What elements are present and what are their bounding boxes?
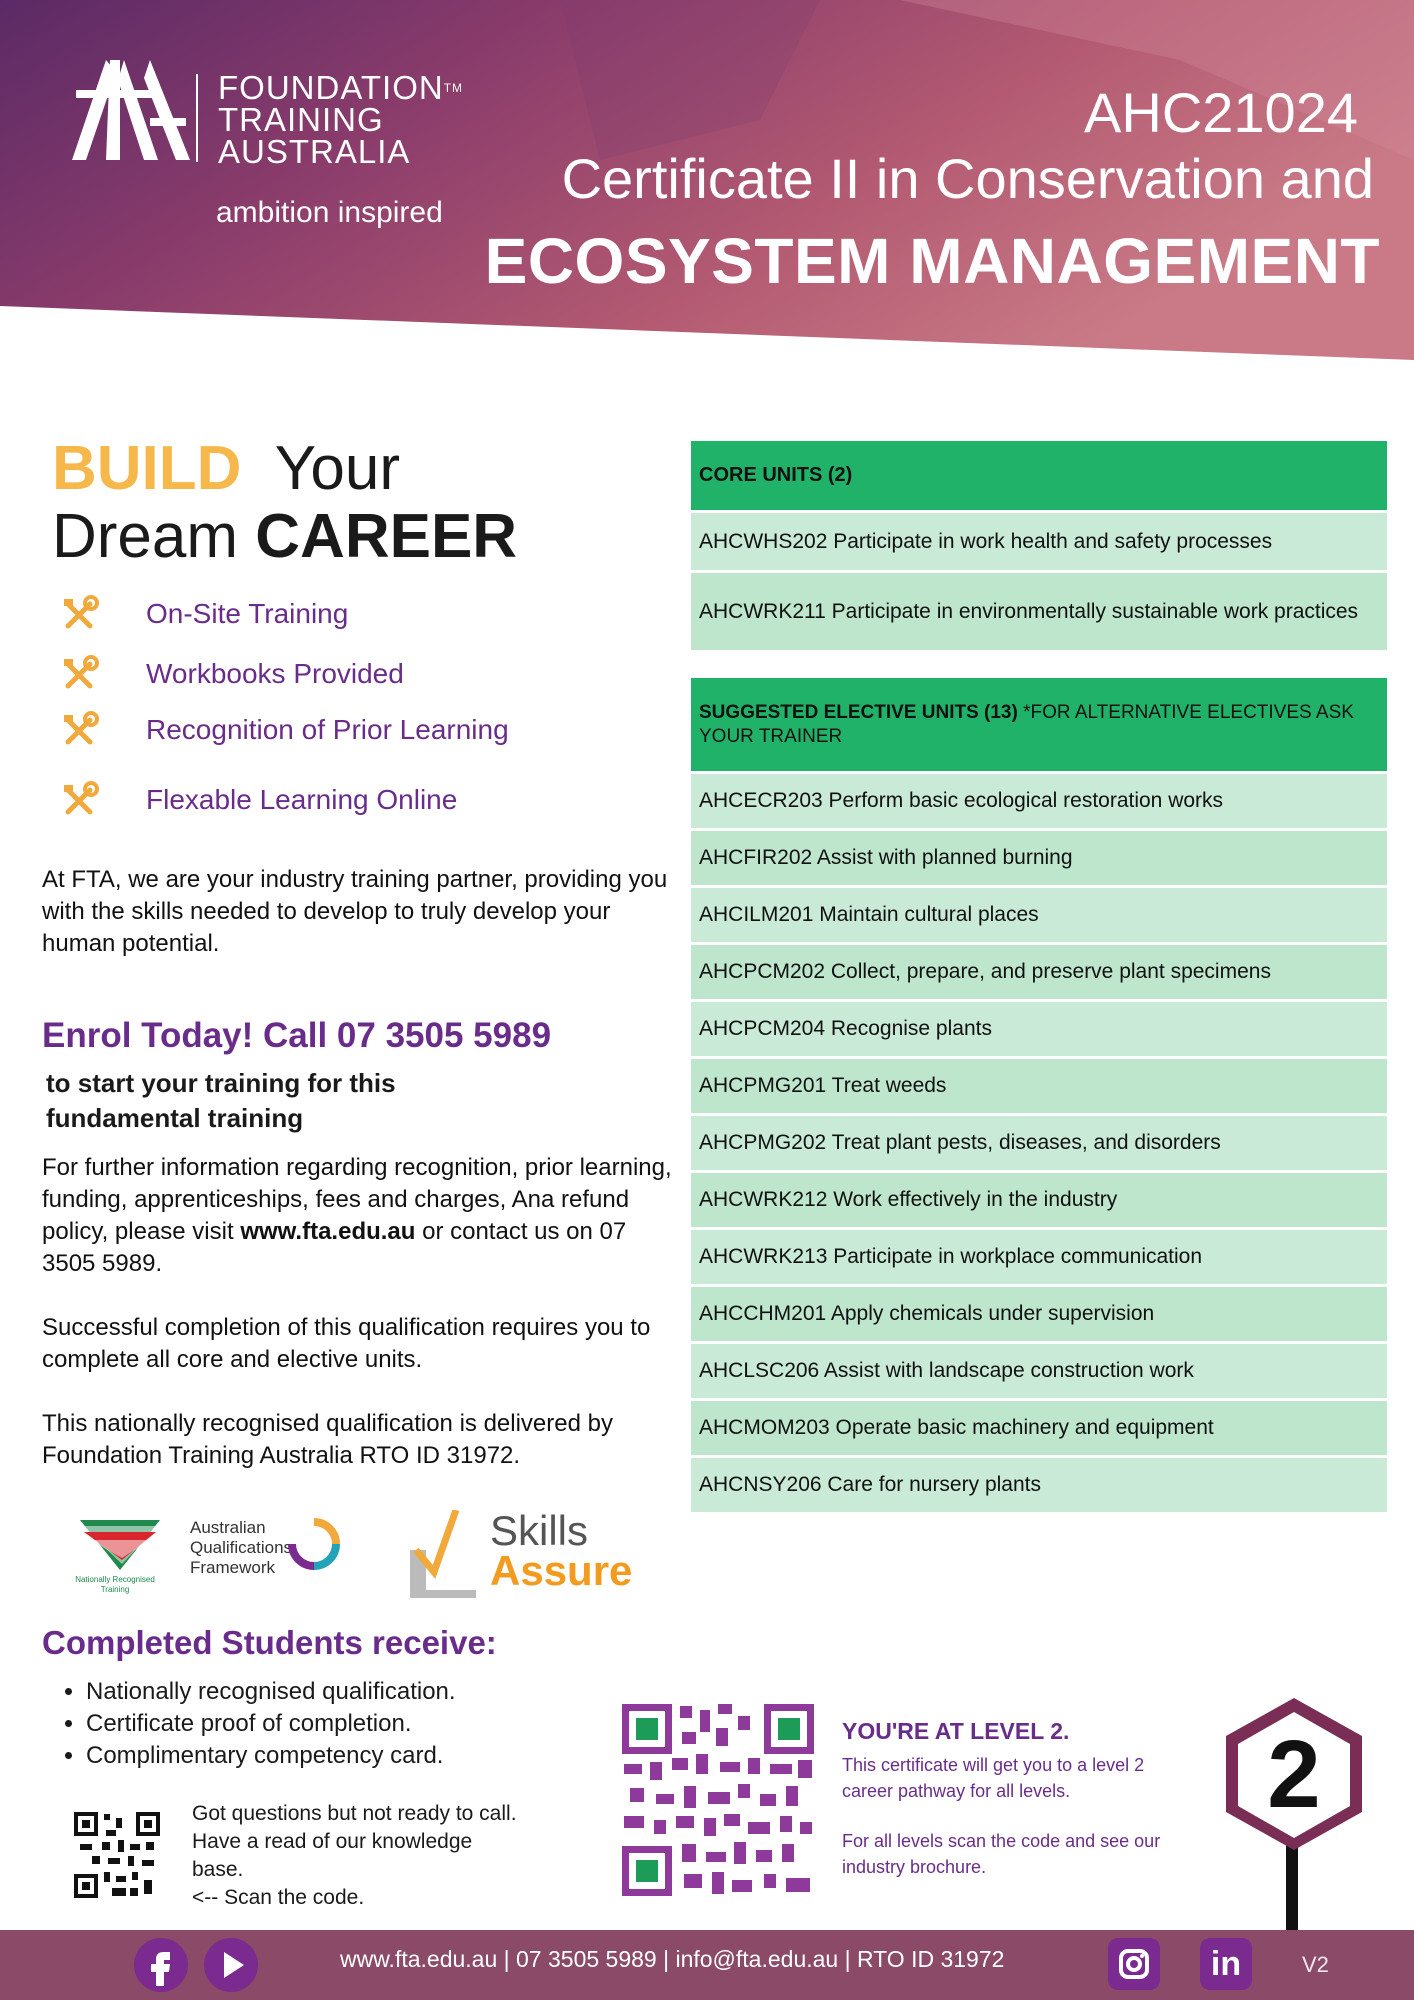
facebook-icon (134, 1938, 188, 1992)
accreditation-logos (60, 1500, 660, 1610)
table-row: AHCLSC206 Assist with landscape construction work (691, 1344, 1387, 1401)
aqf-line: Australian (190, 1518, 266, 1537)
questions-line: Got questions but not ready to call. (192, 1802, 517, 1825)
skills-assure-check-icon (406, 1510, 486, 1600)
questions-line: Have a read of our knowledge (192, 1830, 473, 1853)
table-row: AHCWHS202 Participate in work health and safety processes (691, 513, 1387, 573)
table-row: AHCWRK213 Participate in workplace communication (691, 1230, 1387, 1287)
version-label: V2 (1302, 1952, 1329, 1977)
table-row: AHCWRK211 Participate in environmentally sustainable work practices (691, 573, 1387, 653)
header-banner (0, 0, 1414, 360)
level-badge (1214, 1694, 1374, 1930)
table-row: AHCECR203 Perform basic ecological restoration works (691, 774, 1387, 831)
enrol-call: Enrol Today! Call 07 3505 5989 (42, 1016, 552, 1055)
questions-line: <-- Scan the code. (192, 1886, 365, 1909)
headline-your-word: Your (274, 434, 401, 503)
brand-line-3: AUSTRALIA (218, 133, 411, 170)
website-link[interactable]: www.fta.edu.au (240, 1218, 416, 1245)
questions-line: base. (192, 1858, 244, 1881)
course-code: AHC21024 (1084, 81, 1358, 144)
completed-title: Completed Students receive: (42, 1624, 497, 1661)
course-title: Certificate II in Conservation and (561, 147, 1374, 210)
brand-line-1: FOUNDATION™ (218, 69, 464, 106)
table-row: AHCMOM203 Operate basic machinery and equipment (691, 1401, 1387, 1458)
feature-item (60, 778, 457, 822)
feature-item (60, 592, 348, 636)
aqf-logo (190, 1518, 350, 1598)
elective-units-header (691, 678, 1387, 774)
instagram-icon (1108, 1938, 1160, 1990)
nrt-logo (60, 1500, 170, 1600)
youtube-button[interactable] (204, 1938, 258, 1992)
headline-build (52, 436, 400, 502)
brochure-qr-code[interactable] (620, 1702, 816, 1898)
tools-icon (60, 710, 100, 750)
linkedin-icon: in (1210, 1944, 1242, 1983)
nrt-triangle-icon (60, 1500, 170, 1570)
feature-label: On-Site Training (146, 598, 349, 629)
core-units-header (691, 441, 1387, 513)
trademark: TM (443, 81, 464, 95)
core-units-title: CORE UNITS (2) (699, 464, 853, 486)
info-paragraph (42, 1152, 682, 1280)
list-item: • Certificate proof of completion. (86, 1708, 456, 1740)
facebook-button[interactable] (134, 1938, 188, 1992)
questions-note (192, 1800, 572, 1912)
enrol-subtitle-line: to start your training for this (46, 1068, 396, 1098)
level-scan-note: For all levels scan the code and see our industry brochure. (842, 1831, 1161, 1877)
aqf-line: Qualifications (190, 1538, 293, 1557)
nrt-line: Training (100, 1585, 130, 1594)
table-row: AHCILM201 Maintain cultural places (691, 888, 1387, 945)
play-icon (204, 1938, 258, 1992)
feature-label: Recognition of Prior Learning (146, 714, 509, 745)
intro-paragraph: At FTA, we are your industry training partner, providing you with the skills needed to develop to truly develop your human potential. (42, 866, 668, 957)
completion-paragraph: Successful completion of this qualification requires you to complete all core and elective units. (42, 1314, 651, 1373)
headline-build-word: BUILD (52, 434, 242, 503)
completed-list (56, 1676, 456, 1772)
assure-word: Assure (490, 1547, 633, 1594)
instagram-button[interactable] (1108, 1938, 1160, 1990)
list-item: • Complimentary competency card. (86, 1740, 456, 1772)
rto-paragraph: This nationally recognised qualification is delivered by Foundation Training Australia RTO ID 31972. (42, 1410, 613, 1469)
table-row: AHCPMG202 Treat plant pests, diseases, and disorders (691, 1116, 1387, 1173)
elective-units-title: SUGGESTED ELECTIVE UNITS (13) (699, 701, 1018, 723)
feature-item (60, 652, 404, 696)
aqf-ring-icon (286, 1516, 342, 1572)
tools-icon (60, 654, 100, 694)
feature-label: Workbooks Provided (146, 658, 404, 689)
tools-icon (60, 594, 100, 634)
nrt-line: Nationally Recognised (75, 1575, 155, 1584)
skills-word: Skills (490, 1507, 589, 1554)
level-description: This certificate will get you to a level 2 career pathway for all levels. (842, 1755, 1145, 1801)
level-title: YOU'RE AT LEVEL 2. (842, 1718, 1070, 1744)
footer-contact: www.fta.edu.au | 07 3505 5989 | info@fta.edu.au | RTO ID 31972 (340, 1946, 1005, 1972)
enrol-subtitle-line: fundamental training (46, 1103, 304, 1133)
table-row: AHCPCM202 Collect, prepare, and preserve plant specimens (691, 945, 1387, 1002)
feature-label: Flexable Learning Online (146, 784, 458, 815)
knowledge-base-qr-code[interactable] (72, 1810, 162, 1900)
headline-career (52, 504, 517, 570)
skills-assure-logo (406, 1507, 646, 1600)
table-row: AHCPCM204 Recognise plants (691, 1002, 1387, 1059)
elective-units-note: *FOR ALTERNATIVE ELECTIVES ASK YOUR TRAINER (699, 701, 1354, 747)
course-title-emphasis: ECOSYSTEM MANAGEMENT (484, 225, 1380, 297)
list-item: • Nationally recognised qualification. (86, 1676, 456, 1708)
enrol-subtitle (46, 1066, 526, 1136)
feature-item (60, 708, 509, 752)
tools-icon (60, 780, 100, 820)
info-text: or contact us on 07 3505 5989. (42, 1218, 627, 1277)
headline-career-word: CAREER (255, 502, 518, 571)
table-row: AHCCHM201 Apply chemicals under supervision (691, 1287, 1387, 1344)
table-row: AHCFIR202 Assist with planned burning (691, 831, 1387, 888)
brand-line-2: TRAINING (218, 101, 384, 138)
linkedin-button[interactable] (1200, 1938, 1252, 1990)
table-row: AHCWRK212 Work effectively in the industry (691, 1173, 1387, 1230)
aqf-line: Framework (190, 1558, 276, 1577)
level-number: 2 (1267, 1721, 1321, 1828)
headline-dream-word: Dream (52, 502, 239, 571)
table-row: AHCNSY206 Care for nursery plants (691, 1458, 1387, 1515)
tagline: ambition inspired (216, 196, 443, 229)
core-units-table (691, 441, 1387, 653)
info-text: For further information regarding recognition, prior learning, funding, apprenticeships, fees and charges, Ana refund policy, please visit (42, 1154, 672, 1245)
table-row: AHCPMG201 Treat weeds (691, 1059, 1387, 1116)
elective-units-table (691, 678, 1387, 1515)
